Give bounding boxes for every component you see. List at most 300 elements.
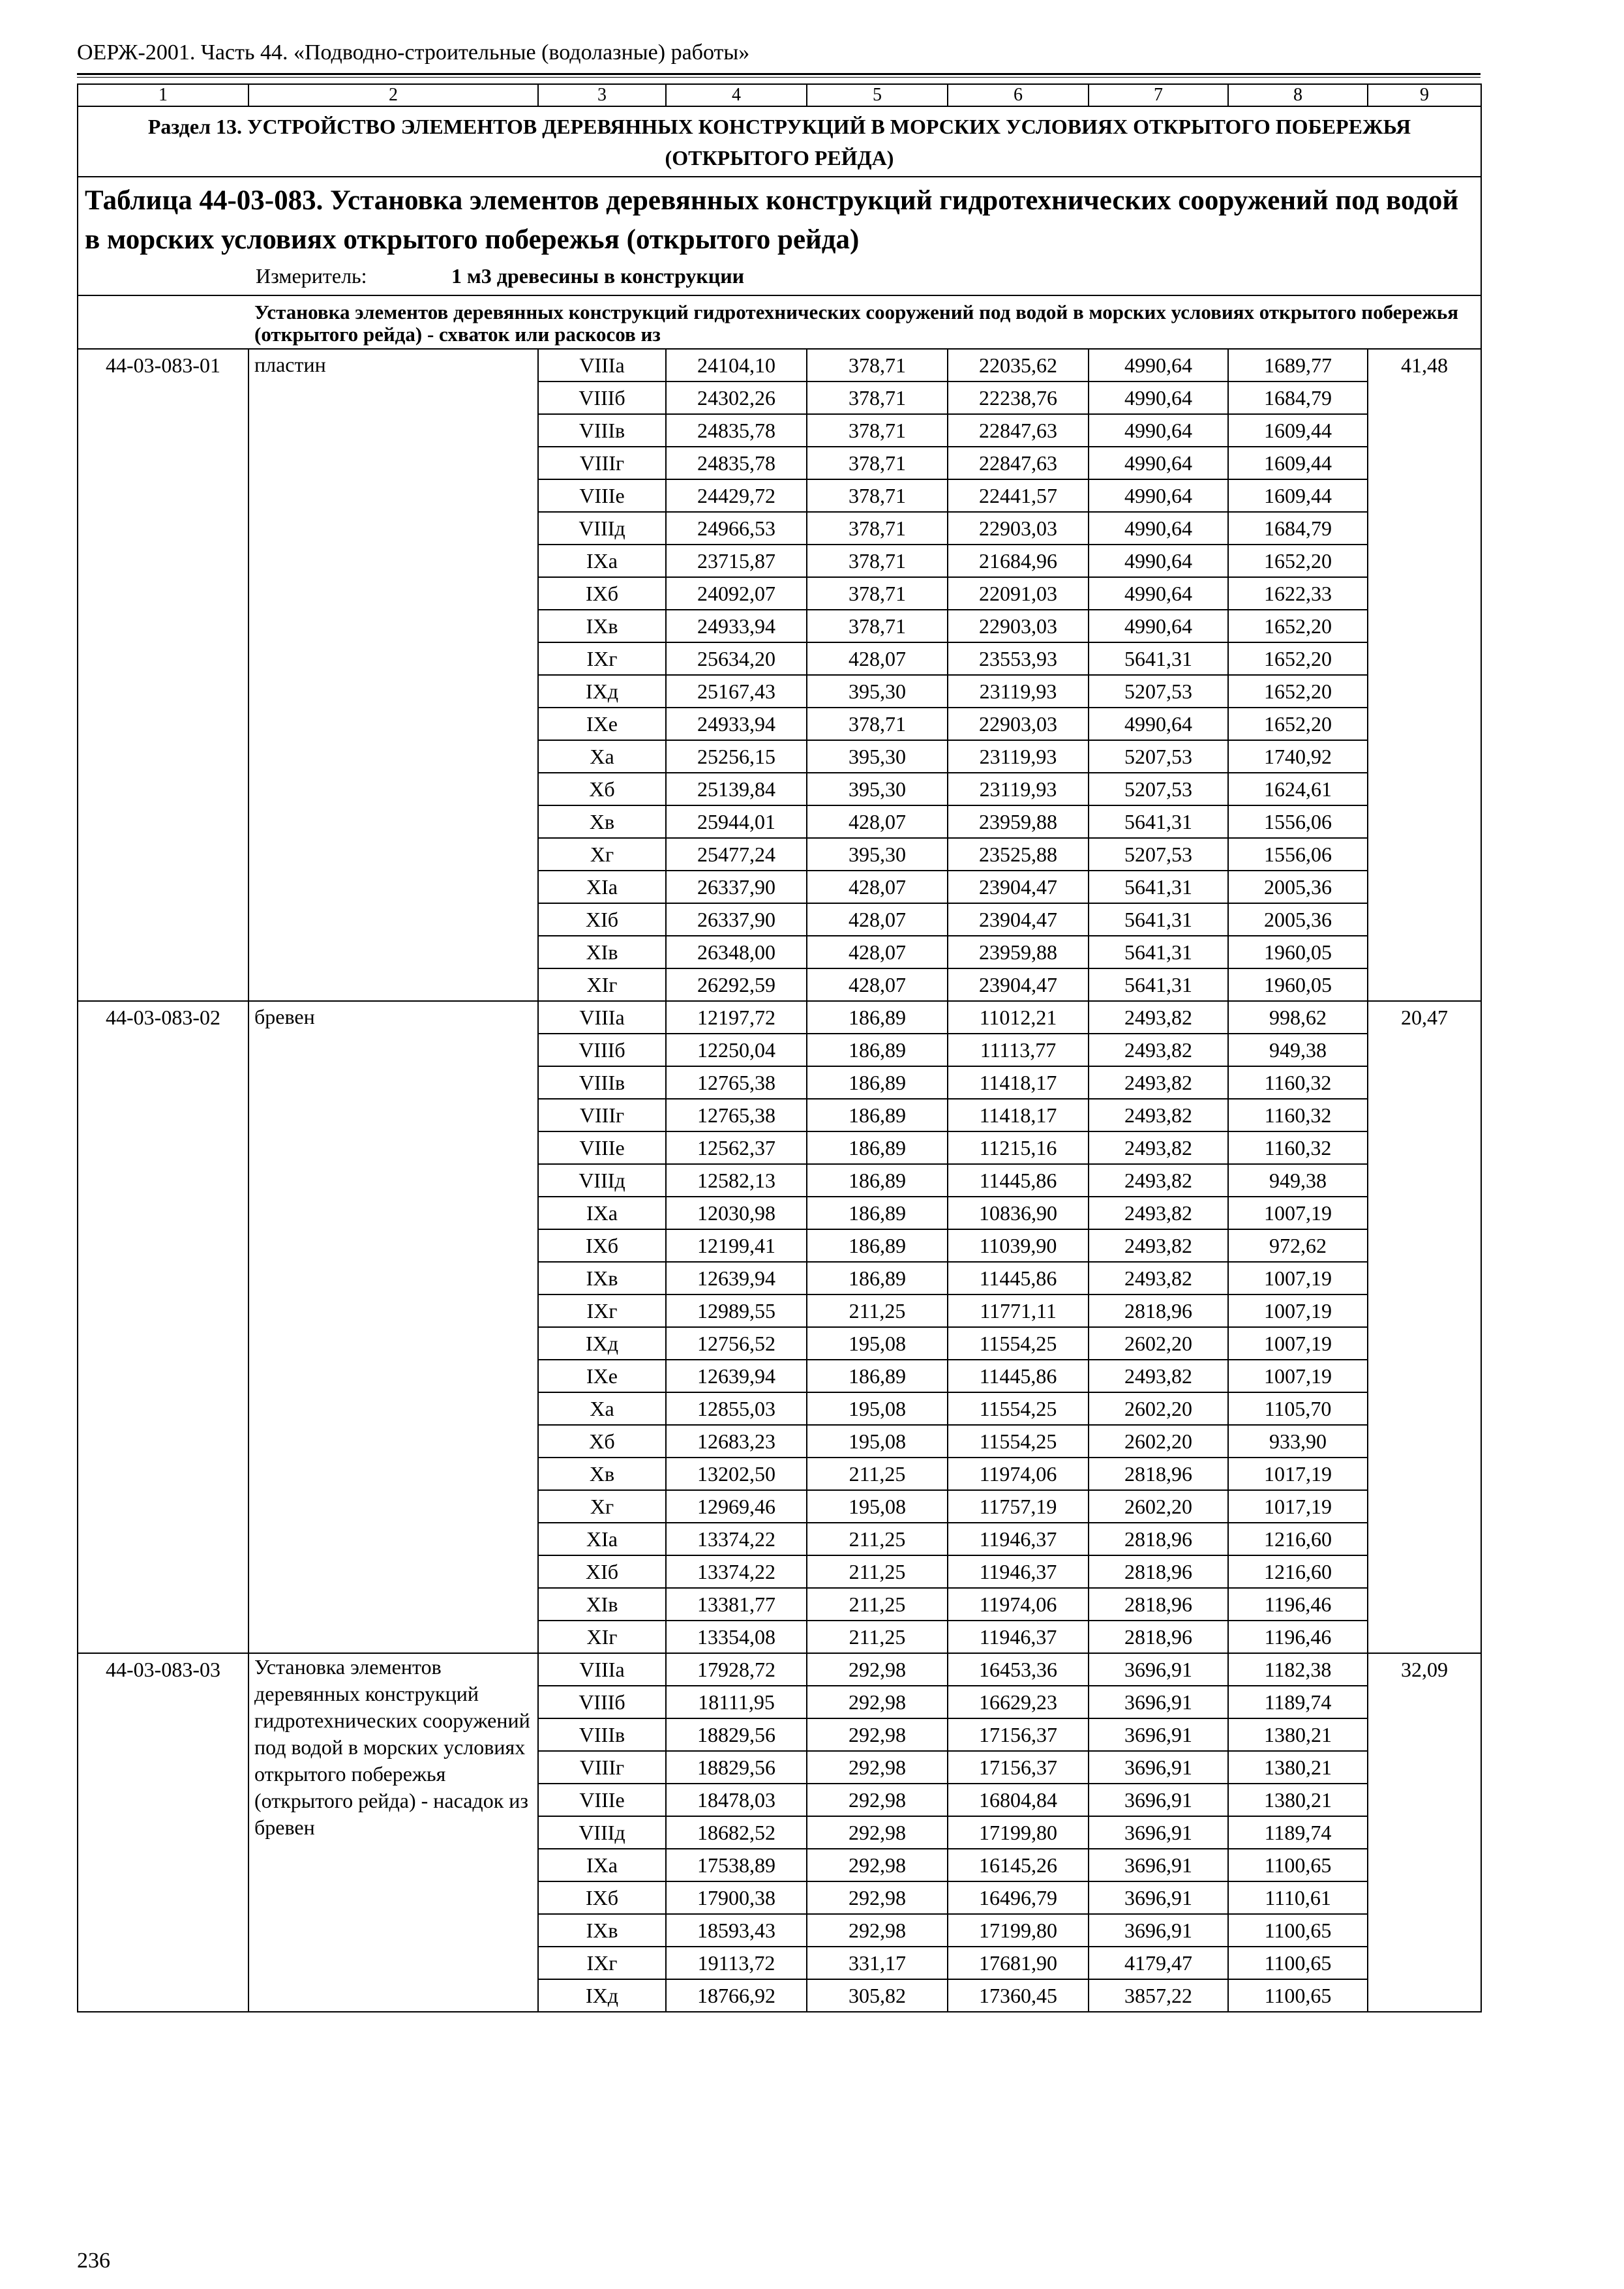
direct-costs-cell: 12855,03 [666, 1392, 807, 1425]
material-costs-cell: 1652,20 [1228, 675, 1368, 708]
climate-zone-cell: IXв [538, 1914, 666, 1947]
climate-zone-cell: IXа [538, 545, 666, 577]
machinist-wages-cell: 4990,64 [1089, 577, 1228, 610]
climate-zone-cell: IXб [538, 577, 666, 610]
machine-costs-cell: 11757,19 [948, 1490, 1089, 1523]
machinist-wages-cell: 5207,53 [1089, 773, 1228, 805]
machine-costs-cell: 11554,25 [948, 1327, 1089, 1360]
rate-name: Установка элементов деревянных конструкций гидротехнических сооружений под водой в морских условиях открытого побережья (открытого рейда) - насадок из бревен [248, 1653, 538, 2012]
direct-costs-cell: 26348,00 [666, 936, 807, 968]
wages-cell: 211,25 [807, 1621, 948, 1653]
machine-costs-cell: 23959,88 [948, 936, 1089, 968]
climate-zone-cell: VIIIа [538, 349, 666, 382]
direct-costs-cell: 18682,52 [666, 1816, 807, 1849]
wages-cell: 186,89 [807, 1099, 948, 1131]
table-body [78, 84, 1481, 2012]
material-costs-cell: 1684,79 [1228, 382, 1368, 414]
machinist-wages-cell: 2818,96 [1089, 1621, 1228, 1653]
machine-costs-cell: 23904,47 [948, 968, 1089, 1001]
subheading: Установка элементов деревянных конструкций гидротехнических сооружений под водой в морских условиях открытого побережья (открытого рейда) - схваток или раскосов из [78, 295, 1481, 349]
material-costs-cell: 1622,33 [1228, 577, 1368, 610]
direct-costs-cell: 24966,53 [666, 512, 807, 545]
machine-costs-cell: 17360,45 [948, 1979, 1089, 2012]
direct-costs-cell: 24429,72 [666, 479, 807, 512]
direct-costs-cell: 12250,04 [666, 1034, 807, 1066]
machinist-wages-cell: 3696,91 [1089, 1816, 1228, 1849]
wages-cell: 395,30 [807, 740, 948, 773]
direct-costs-cell: 24933,94 [666, 610, 807, 642]
direct-costs-cell: 12989,55 [666, 1294, 807, 1327]
direct-costs-cell: 25167,43 [666, 675, 807, 708]
wages-cell: 186,89 [807, 1229, 948, 1262]
machine-costs-cell: 22035,62 [948, 349, 1089, 382]
machine-costs-cell: 11946,37 [948, 1523, 1089, 1555]
wages-cell: 428,07 [807, 936, 948, 968]
material-costs-cell: 1007,19 [1228, 1294, 1368, 1327]
climate-zone-cell: Xб [538, 773, 666, 805]
machinist-wages-cell: 5207,53 [1089, 838, 1228, 871]
machinist-wages-cell: 5207,53 [1089, 675, 1228, 708]
machine-costs-cell: 16453,36 [948, 1653, 1089, 1686]
wages-cell: 378,71 [807, 545, 948, 577]
climate-zone-cell: Xв [538, 1458, 666, 1490]
wages-cell: 428,07 [807, 871, 948, 903]
machinist-wages-cell: 4990,64 [1089, 479, 1228, 512]
wages-cell: 395,30 [807, 773, 948, 805]
machinist-wages-cell: 4990,64 [1089, 349, 1228, 382]
direct-costs-cell: 12582,13 [666, 1164, 807, 1197]
machinist-wages-cell: 2493,82 [1089, 1262, 1228, 1294]
machine-costs-cell: 11974,06 [948, 1458, 1089, 1490]
machine-costs-cell: 23553,93 [948, 642, 1089, 675]
machine-costs-cell: 10836,90 [948, 1197, 1089, 1229]
climate-zone-cell: VIIIд [538, 512, 666, 545]
wages-cell: 292,98 [807, 1653, 948, 1686]
machine-costs-cell: 17156,37 [948, 1718, 1089, 1751]
direct-costs-cell: 18829,56 [666, 1751, 807, 1784]
machine-costs-cell: 22903,03 [948, 512, 1089, 545]
wages-cell: 186,89 [807, 1131, 948, 1164]
machinist-wages-cell: 2818,96 [1089, 1294, 1228, 1327]
machine-costs-cell: 17199,80 [948, 1816, 1089, 1849]
direct-costs-cell: 12030,98 [666, 1197, 807, 1229]
direct-costs-cell: 24302,26 [666, 382, 807, 414]
wages-cell: 378,71 [807, 349, 948, 382]
column-number: 7 [1089, 84, 1228, 106]
direct-costs-cell: 12639,94 [666, 1360, 807, 1392]
wages-cell: 195,08 [807, 1392, 948, 1425]
material-costs-cell: 1652,20 [1228, 545, 1368, 577]
machinist-wages-cell: 2493,82 [1089, 1197, 1228, 1229]
climate-zone-cell: IXб [538, 1229, 666, 1262]
machinist-wages-cell: 2493,82 [1089, 1229, 1228, 1262]
wages-cell: 378,71 [807, 610, 948, 642]
direct-costs-cell: 18593,43 [666, 1914, 807, 1947]
machine-costs-cell: 22238,76 [948, 382, 1089, 414]
machinist-wages-cell: 2602,20 [1089, 1425, 1228, 1458]
material-costs-cell: 1624,61 [1228, 773, 1368, 805]
rate-name: бревен [248, 1001, 538, 1653]
climate-zone-cell: VIIIе [538, 1131, 666, 1164]
direct-costs-cell: 25477,24 [666, 838, 807, 871]
wages-cell: 292,98 [807, 1718, 948, 1751]
climate-zone-cell: XIв [538, 936, 666, 968]
machinist-wages-cell: 3696,91 [1089, 1653, 1228, 1686]
climate-zone-cell: VIIIб [538, 1034, 666, 1066]
wages-cell: 186,89 [807, 1197, 948, 1229]
direct-costs-cell: 12765,38 [666, 1099, 807, 1131]
table-title: Таблица 44-03-083. Установка элементов деревянных конструкций гидротехнических сооружений под водой в морских условиях открытого побережья (открытого рейда) [85, 185, 1459, 255]
material-costs-cell: 1689,77 [1228, 349, 1368, 382]
wages-cell: 331,17 [807, 1947, 948, 1979]
machine-costs-cell: 22903,03 [948, 708, 1089, 740]
machinist-wages-cell: 2818,96 [1089, 1523, 1228, 1555]
direct-costs-cell: 19113,72 [666, 1947, 807, 1979]
column-number: 6 [948, 84, 1089, 106]
climate-zone-cell: VIIIг [538, 1751, 666, 1784]
direct-costs-cell: 12756,52 [666, 1327, 807, 1360]
machinist-wages-cell: 2493,82 [1089, 1164, 1228, 1197]
machinist-wages-cell: 3696,91 [1089, 1784, 1228, 1816]
material-costs-cell: 1105,70 [1228, 1392, 1368, 1425]
climate-zone-cell: VIIIб [538, 1686, 666, 1718]
direct-costs-cell: 24104,10 [666, 349, 807, 382]
material-costs-cell: 949,38 [1228, 1034, 1368, 1066]
machine-costs-cell: 22847,63 [948, 447, 1089, 479]
column-number: 2 [248, 84, 538, 106]
climate-zone-cell: IXе [538, 1360, 666, 1392]
material-costs-cell: 1160,32 [1228, 1066, 1368, 1099]
page-number: 236 [77, 2249, 110, 2273]
machine-costs-cell: 11418,17 [948, 1099, 1089, 1131]
climate-zone-cell: VIIIг [538, 447, 666, 479]
machinist-wages-cell: 4990,64 [1089, 382, 1228, 414]
climate-zone-cell: VIIIб [538, 382, 666, 414]
wages-cell: 378,71 [807, 447, 948, 479]
direct-costs-cell: 12562,37 [666, 1131, 807, 1164]
table-row [78, 1653, 1481, 1686]
machinist-wages-cell: 4990,64 [1089, 545, 1228, 577]
direct-costs-cell: 17900,38 [666, 1881, 807, 1914]
direct-costs-cell: 12197,72 [666, 1001, 807, 1034]
machinist-wages-cell: 5641,31 [1089, 805, 1228, 838]
material-costs-cell: 1556,06 [1228, 805, 1368, 838]
climate-zone-cell: Xб [538, 1425, 666, 1458]
machinist-wages-cell: 4990,64 [1089, 512, 1228, 545]
material-costs-cell: 1196,46 [1228, 1621, 1368, 1653]
column-number: 3 [538, 84, 666, 106]
climate-zone-cell: IXа [538, 1849, 666, 1881]
wages-cell: 395,30 [807, 838, 948, 871]
material-costs-cell: 1100,65 [1228, 1947, 1368, 1979]
direct-costs-cell: 25139,84 [666, 773, 807, 805]
wages-cell: 186,89 [807, 1262, 948, 1294]
machine-costs-cell: 11946,37 [948, 1555, 1089, 1588]
direct-costs-cell: 12683,23 [666, 1425, 807, 1458]
material-costs-cell: 949,38 [1228, 1164, 1368, 1197]
direct-costs-cell: 17538,89 [666, 1849, 807, 1881]
column-number-row [78, 84, 1481, 106]
climate-zone-cell: IXв [538, 610, 666, 642]
machine-costs-cell: 16145,26 [948, 1849, 1089, 1881]
machinist-wages-cell: 4990,64 [1089, 414, 1228, 447]
direct-costs-cell: 12199,41 [666, 1229, 807, 1262]
wages-cell: 211,25 [807, 1588, 948, 1621]
table-row [78, 349, 1481, 382]
wages-cell: 428,07 [807, 642, 948, 675]
machine-costs-cell: 22441,57 [948, 479, 1089, 512]
direct-costs-cell: 18829,56 [666, 1718, 807, 1751]
rates-table [77, 83, 1482, 2012]
column-number: 5 [807, 84, 948, 106]
machinist-wages-cell: 4990,64 [1089, 447, 1228, 479]
wages-cell: 186,89 [807, 1360, 948, 1392]
direct-costs-cell: 18478,03 [666, 1784, 807, 1816]
direct-costs-cell: 25256,15 [666, 740, 807, 773]
climate-zone-cell: IXе [538, 708, 666, 740]
wages-cell: 292,98 [807, 1881, 948, 1914]
material-costs-cell: 1380,21 [1228, 1784, 1368, 1816]
climate-zone-cell: IXд [538, 1979, 666, 2012]
direct-costs-cell: 23715,87 [666, 545, 807, 577]
machine-costs-cell: 22903,03 [948, 610, 1089, 642]
measurement-unit [85, 261, 1475, 291]
machine-costs-cell: 23904,47 [948, 871, 1089, 903]
wages-cell: 428,07 [807, 805, 948, 838]
header-rule [77, 73, 1481, 78]
machine-costs-cell: 22847,63 [948, 414, 1089, 447]
climate-zone-cell: IXв [538, 1262, 666, 1294]
material-costs-cell: 1196,46 [1228, 1588, 1368, 1621]
direct-costs-cell: 26337,90 [666, 903, 807, 936]
column-number: 4 [666, 84, 807, 106]
machinist-wages-cell: 2818,96 [1089, 1458, 1228, 1490]
wages-cell: 186,89 [807, 1034, 948, 1066]
direct-costs-cell: 12639,94 [666, 1262, 807, 1294]
climate-zone-cell: XIа [538, 871, 666, 903]
material-costs-cell: 1652,20 [1228, 708, 1368, 740]
material-costs-cell: 1609,44 [1228, 447, 1368, 479]
material-costs-cell: 1652,20 [1228, 642, 1368, 675]
direct-costs-cell: 12969,46 [666, 1490, 807, 1523]
machinist-wages-cell: 2493,82 [1089, 1099, 1228, 1131]
machinist-wages-cell: 3857,22 [1089, 1979, 1228, 2012]
machine-costs-cell: 23119,93 [948, 675, 1089, 708]
direct-costs-cell: 24835,78 [666, 414, 807, 447]
climate-zone-cell: VIIIг [538, 1099, 666, 1131]
material-costs-cell: 1100,65 [1228, 1849, 1368, 1881]
machine-costs-cell: 11445,86 [948, 1360, 1089, 1392]
wages-cell: 428,07 [807, 903, 948, 936]
machine-costs-cell: 11946,37 [948, 1621, 1089, 1653]
machinist-wages-cell: 2602,20 [1089, 1392, 1228, 1425]
wages-cell: 211,25 [807, 1523, 948, 1555]
material-costs-cell: 1189,74 [1228, 1816, 1368, 1849]
wages-cell: 195,08 [807, 1425, 948, 1458]
climate-zone-cell: XIв [538, 1588, 666, 1621]
climate-zone-cell: XIа [538, 1523, 666, 1555]
direct-costs-cell: 18766,92 [666, 1979, 807, 2012]
climate-zone-cell: IXд [538, 1327, 666, 1360]
machine-costs-cell: 23959,88 [948, 805, 1089, 838]
climate-zone-cell: VIIIа [538, 1001, 666, 1034]
machinist-wages-cell: 2493,82 [1089, 1131, 1228, 1164]
machinist-wages-cell: 2493,82 [1089, 1066, 1228, 1099]
climate-zone-cell: VIIIв [538, 1066, 666, 1099]
wages-cell: 395,30 [807, 675, 948, 708]
climate-zone-cell: VIIIа [538, 1653, 666, 1686]
climate-zone-cell: IXб [538, 1881, 666, 1914]
material-costs-cell: 1110,61 [1228, 1881, 1368, 1914]
wages-cell: 186,89 [807, 1066, 948, 1099]
material-costs-cell: 1017,19 [1228, 1458, 1368, 1490]
wages-cell: 186,89 [807, 1001, 948, 1034]
material-costs-cell: 1017,19 [1228, 1490, 1368, 1523]
wages-cell: 378,71 [807, 479, 948, 512]
climate-zone-cell: Xг [538, 1490, 666, 1523]
material-costs-cell: 1960,05 [1228, 936, 1368, 968]
machine-costs-cell: 11554,25 [948, 1425, 1089, 1458]
machinist-wages-cell: 3696,91 [1089, 1751, 1228, 1784]
machine-costs-cell: 11445,86 [948, 1164, 1089, 1197]
machine-costs-cell: 11113,77 [948, 1034, 1089, 1066]
machine-costs-cell: 11771,11 [948, 1294, 1089, 1327]
machinist-wages-cell: 2493,82 [1089, 1034, 1228, 1066]
wages-cell: 211,25 [807, 1458, 948, 1490]
direct-costs-cell: 24933,94 [666, 708, 807, 740]
climate-zone-cell: VIIIе [538, 479, 666, 512]
machine-costs-cell: 23525,88 [948, 838, 1089, 871]
direct-costs-cell: 24092,07 [666, 577, 807, 610]
machine-costs-cell: 11974,06 [948, 1588, 1089, 1621]
machinist-wages-cell: 2493,82 [1089, 1001, 1228, 1034]
material-costs-cell: 1609,44 [1228, 479, 1368, 512]
machine-costs-cell: 11418,17 [948, 1066, 1089, 1099]
material-costs-cell: 1160,32 [1228, 1131, 1368, 1164]
direct-costs-cell: 24835,78 [666, 447, 807, 479]
climate-zone-cell: IXг [538, 1947, 666, 1979]
direct-costs-cell: 13202,50 [666, 1458, 807, 1490]
material-costs-cell: 1684,79 [1228, 512, 1368, 545]
machinist-wages-cell: 5207,53 [1089, 740, 1228, 773]
machinist-wages-cell: 5641,31 [1089, 968, 1228, 1001]
wages-cell: 211,25 [807, 1294, 948, 1327]
machinist-wages-cell: 4179,47 [1089, 1947, 1228, 1979]
wages-cell: 292,98 [807, 1784, 948, 1816]
direct-costs-cell: 13354,08 [666, 1621, 807, 1653]
direct-costs-cell: 13381,77 [666, 1588, 807, 1621]
material-costs-cell: 1740,92 [1228, 740, 1368, 773]
climate-zone-cell: IXа [538, 1197, 666, 1229]
column-number: 9 [1368, 84, 1481, 106]
material-costs-cell: 1007,19 [1228, 1197, 1368, 1229]
rate-name: пластин [248, 349, 538, 1001]
direct-costs-cell: 17928,72 [666, 1653, 807, 1686]
material-costs-cell: 1100,65 [1228, 1979, 1368, 2012]
climate-zone-cell: Xа [538, 740, 666, 773]
machine-costs-cell: 11445,86 [948, 1262, 1089, 1294]
material-costs-cell: 2005,36 [1228, 871, 1368, 903]
machine-costs-cell: 11012,21 [948, 1001, 1089, 1034]
material-costs-cell: 1216,60 [1228, 1523, 1368, 1555]
material-costs-cell: 2005,36 [1228, 903, 1368, 936]
material-costs-cell: 1182,38 [1228, 1653, 1368, 1686]
material-mass: 41,48 [1368, 349, 1481, 1001]
climate-zone-cell: Xв [538, 805, 666, 838]
material-costs-cell: 972,62 [1228, 1229, 1368, 1262]
machinist-wages-cell: 4990,64 [1089, 610, 1228, 642]
column-number: 8 [1228, 84, 1368, 106]
table-title-cell [78, 177, 1481, 295]
table-row [78, 1001, 1481, 1034]
machine-costs-cell: 16804,84 [948, 1784, 1089, 1816]
subheading-row [78, 295, 1481, 349]
machine-costs-cell: 16496,79 [948, 1881, 1089, 1914]
wages-cell: 186,89 [807, 1164, 948, 1197]
machine-costs-cell: 21684,96 [948, 545, 1089, 577]
machine-costs-cell: 23904,47 [948, 903, 1089, 936]
direct-costs-cell: 26337,90 [666, 871, 807, 903]
material-mass: 32,09 [1368, 1653, 1481, 2012]
rate-code: 44-03-083-01 [78, 349, 248, 1001]
direct-costs-cell: 18111,95 [666, 1686, 807, 1718]
climate-zone-cell: Xа [538, 1392, 666, 1425]
machine-costs-cell: 23119,93 [948, 773, 1089, 805]
material-costs-cell: 1216,60 [1228, 1555, 1368, 1588]
direct-costs-cell: 26292,59 [666, 968, 807, 1001]
machinist-wages-cell: 2493,82 [1089, 1360, 1228, 1392]
wages-cell: 378,71 [807, 512, 948, 545]
machine-costs-cell: 17199,80 [948, 1914, 1089, 1947]
rate-code: 44-03-083-03 [78, 1653, 248, 2012]
wages-cell: 292,98 [807, 1686, 948, 1718]
section-title-row [78, 106, 1481, 177]
material-costs-cell: 1160,32 [1228, 1099, 1368, 1131]
machinist-wages-cell: 3696,91 [1089, 1881, 1228, 1914]
climate-zone-cell: Xг [538, 838, 666, 871]
wages-cell: 305,82 [807, 1979, 948, 2012]
machine-costs-cell: 11215,16 [948, 1131, 1089, 1164]
climate-zone-cell: VIIIд [538, 1164, 666, 1197]
rate-code: 44-03-083-02 [78, 1001, 248, 1653]
direct-costs-cell: 13374,22 [666, 1555, 807, 1588]
machine-costs-cell: 11554,25 [948, 1392, 1089, 1425]
climate-zone-cell: XIг [538, 968, 666, 1001]
machinist-wages-cell: 3696,91 [1089, 1849, 1228, 1881]
climate-zone-cell: XIб [538, 1555, 666, 1588]
climate-zone-cell: IXг [538, 1294, 666, 1327]
machine-costs-cell: 17681,90 [948, 1947, 1089, 1979]
material-costs-cell: 1380,21 [1228, 1751, 1368, 1784]
section-title: Раздел 13. УСТРОЙСТВО ЭЛЕМЕНТОВ ДЕРЕВЯННЫХ КОНСТРУКЦИЙ В МОРСКИХ УСЛОВИЯХ ОТКРЫТОГО ПОБЕРЕЖЬЯ (ОТКРЫТОГО РЕЙДА) [78, 106, 1481, 177]
wages-cell: 292,98 [807, 1849, 948, 1881]
machine-costs-cell: 17156,37 [948, 1751, 1089, 1784]
material-costs-cell: 1556,06 [1228, 838, 1368, 871]
material-costs-cell: 1652,20 [1228, 610, 1368, 642]
climate-zone-cell: VIIIв [538, 414, 666, 447]
machine-costs-cell: 23119,93 [948, 740, 1089, 773]
wages-cell: 292,98 [807, 1914, 948, 1947]
climate-zone-cell: VIIIе [538, 1784, 666, 1816]
wages-cell: 292,98 [807, 1816, 948, 1849]
machine-costs-cell: 22091,03 [948, 577, 1089, 610]
direct-costs-cell: 25944,01 [666, 805, 807, 838]
climate-zone-cell: XIг [538, 1621, 666, 1653]
measurement-unit-value: 1 м3 древесины в конструкции [451, 264, 745, 288]
material-mass: 20,47 [1368, 1001, 1481, 1653]
direct-costs-cell: 25634,20 [666, 642, 807, 675]
material-costs-cell: 1007,19 [1228, 1360, 1368, 1392]
